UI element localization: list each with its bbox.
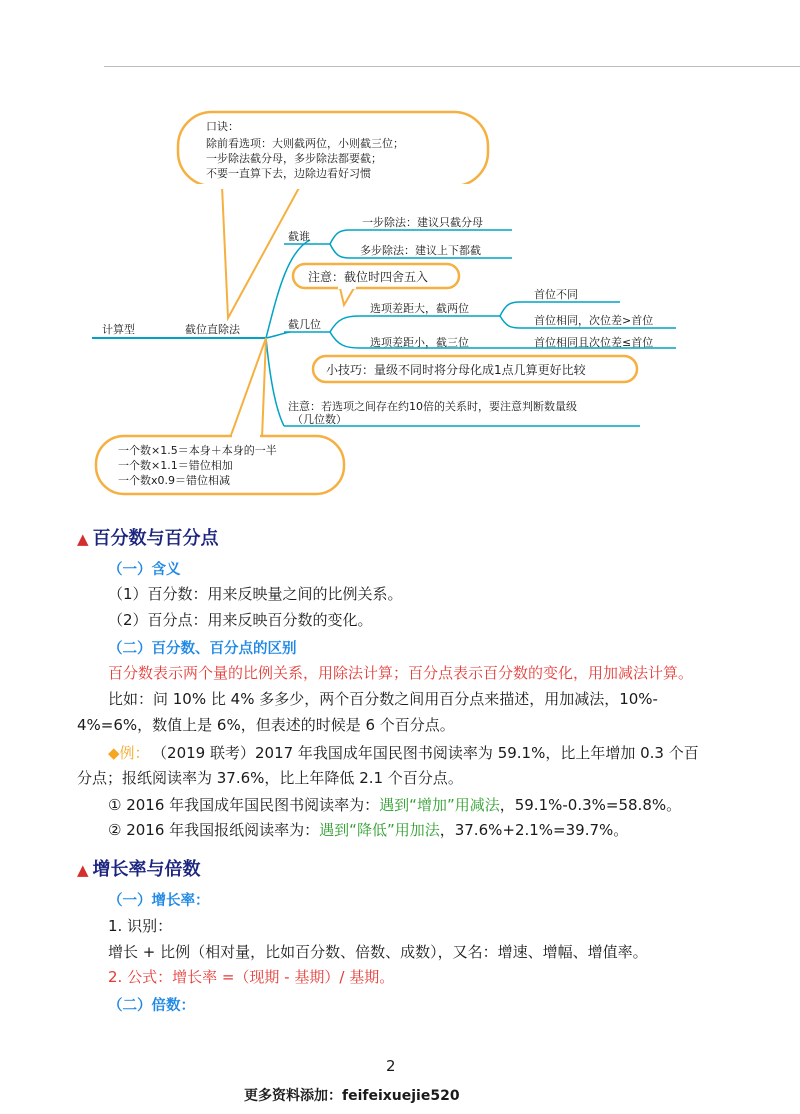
branch-big-sub: 首位不同 xyxy=(534,288,578,301)
answer-calc: ，59.1%-0.3%=58.8%。 xyxy=(499,796,682,814)
rule-text: 百分数表示两个量的比例关系，用除法计算；百分点表示百分数的变化，用加减法计算。 xyxy=(108,664,694,682)
footer-note: 更多资料添加：feifeixuejie520 xyxy=(244,1088,460,1104)
mindmap-figure xyxy=(0,0,800,500)
definition-item: （1）百分数：用来反映量之间的比例关系。 xyxy=(108,585,403,603)
branch-what-item: 一步除法：建议只截分母 xyxy=(362,216,483,229)
mnemonic-line: 不要一直算下去，边除边看好习惯 xyxy=(206,167,371,180)
branch-what-item: 多步除法：建议上下都截 xyxy=(360,244,481,257)
subsection-title: （二）百分数、百分点的区别 xyxy=(108,641,297,657)
branch-what-label: 截谁 xyxy=(288,230,310,243)
section-title-text: 百分数与百分点 xyxy=(92,528,219,549)
subsection-title: （一）含义 xyxy=(108,562,181,578)
answer-hint: 遇到“降低”用加法 xyxy=(319,821,440,839)
answer-prefix: ① 2016 年我国成年国民图书阅读率为： xyxy=(108,796,380,814)
identify-text: 增长 + 比例（相对量，比如百分数、倍数、成数），又名：增速、增幅、增值率。 xyxy=(108,943,648,961)
example-text: 分点；报纸阅读率为 37.6%，比上年降低 2.1 个百分点。 xyxy=(77,769,463,787)
branch-small-label: 选项差距小，截三位 xyxy=(370,336,469,349)
tip-text: 小技巧：量级不同时将分母化成1点几算更好比较 xyxy=(326,363,586,377)
branch-small-sub: 首位相同且次位差≤首位 xyxy=(534,336,654,349)
example-text: （2019 联考）2017 年我国成年国民图书阅读率为 59.1%，比上年增加 0.3 个百 xyxy=(159,744,699,762)
section-title xyxy=(77,524,219,550)
section-title xyxy=(77,855,201,881)
mnemonic-title: 口诀： xyxy=(206,120,239,133)
formula-line: 一个数×1.1＝错位相加 xyxy=(118,459,233,472)
mnemonic-bubble-tail xyxy=(222,186,300,318)
subsection-title: （二）倍数： xyxy=(108,998,195,1014)
answer-calc: ，37.6%+2.1%=39.7%。 xyxy=(439,821,629,839)
branch-big-sub: 首位相同，次位差>首位 xyxy=(534,314,654,327)
mnemonic-line: 一步除法截分母，多步除法都要截； xyxy=(206,152,382,165)
formula-line: 一个数×1.5＝本身＋本身的一半 xyxy=(118,444,277,457)
branch-big-label: 选项差距大，截两位 xyxy=(370,302,469,315)
triangle-icon: ▲ xyxy=(77,530,89,548)
formula-text: 2. 公式：增长率 =（现期 - 基期）/ 基期。 xyxy=(108,968,395,986)
method-label: 截位直除法 xyxy=(185,323,240,336)
answer-prefix: ② 2016 年我国报纸阅读率为： xyxy=(108,821,320,839)
triangle-icon: ▲ xyxy=(77,861,89,879)
page-number: 2 xyxy=(386,1057,396,1075)
explain-text: 比如：问 10% 比 4% 多多少，两个百分数之间用百分点来描述，用加减法，10%- xyxy=(108,690,658,708)
formula-bubble-tail xyxy=(230,338,266,438)
mnemonic-line: 除前看选项：大则截两位，小则截三位； xyxy=(206,137,404,150)
answer-hint: 遇到“增加”用减法 xyxy=(379,796,500,814)
note-magnitude: （几位数） xyxy=(292,413,347,426)
identify-label: 1. 识别： xyxy=(108,917,173,935)
answer-line xyxy=(108,819,628,840)
note-magnitude: 注意：若选项之间存在约10倍的关系时，要注意判断数量级 xyxy=(288,400,577,413)
branch-howmany-label: 截几位 xyxy=(288,318,321,331)
example-label: ◆例： xyxy=(108,744,150,762)
subsection-title: （一）增长率： xyxy=(108,893,210,909)
note-round-text: 注意：截位时四舍五入 xyxy=(308,270,429,284)
definition-item: （2）百分点：用来反映百分数的变化。 xyxy=(108,611,373,629)
answer-line xyxy=(108,794,681,815)
explain-text: 4%=6%，数值上是 6%，但表述的时候是 6 个百分点。 xyxy=(77,716,455,734)
example-line xyxy=(108,742,699,763)
root-label: 计算型 xyxy=(102,323,135,336)
section-title-text: 增长率与倍数 xyxy=(92,859,201,880)
formula-line: 一个数x0.9＝错位相减 xyxy=(118,474,231,487)
